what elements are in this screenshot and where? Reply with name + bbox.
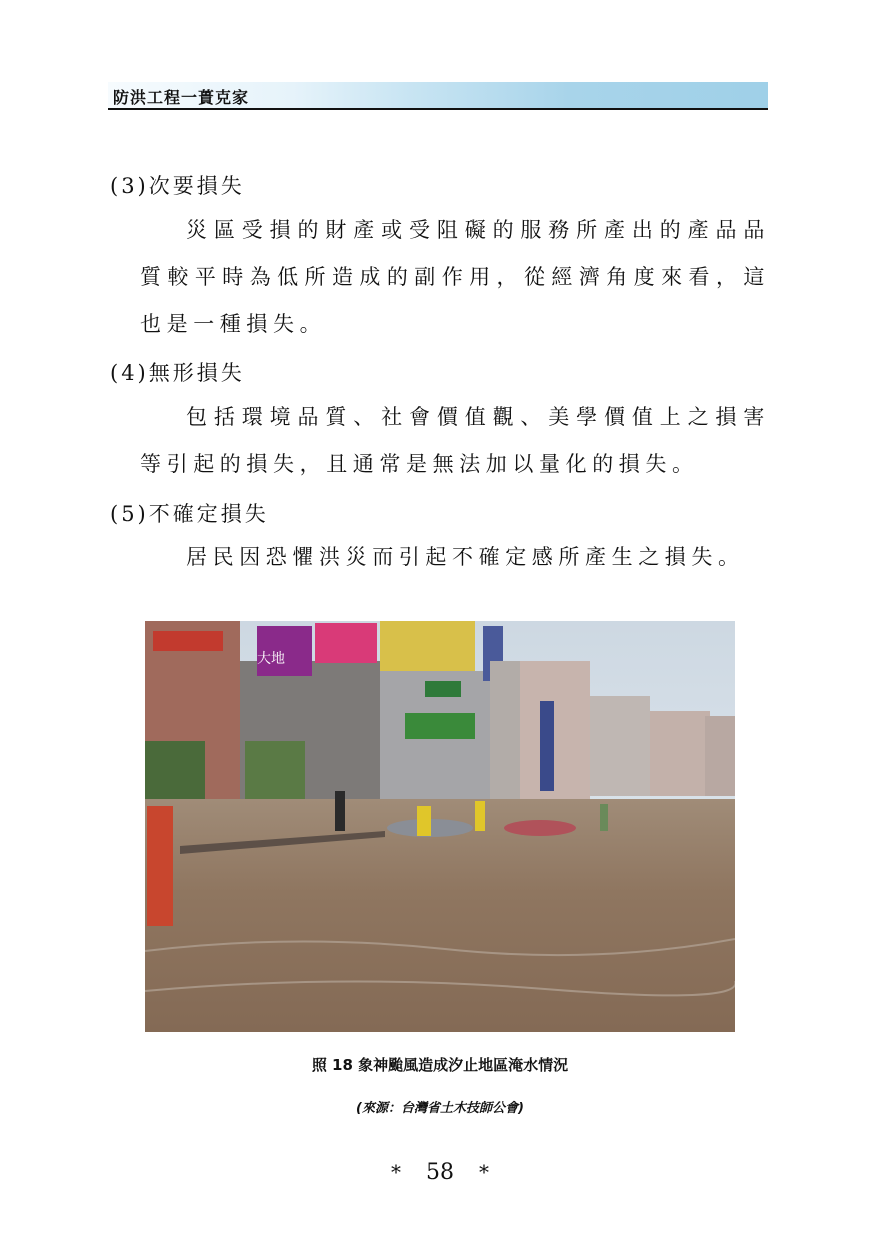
- section-heading-uncertainty-loss: (5)不確定損失: [110, 502, 269, 526]
- section-heading-intangible-loss: (4)無形損失: [110, 361, 245, 385]
- running-header-title: 防洪工程一蕢克家: [113, 88, 250, 107]
- flood-photo: [145, 621, 735, 1032]
- section-body-uncertainty-loss: 居民因恐懼洪災而引起不確定感所產生之損失。: [186, 545, 745, 569]
- page-footer: [0, 1160, 880, 1185]
- section-heading-secondary-loss: (3)次要損失: [110, 174, 245, 198]
- header-rule: [108, 108, 768, 110]
- footer-star-right: *: [479, 1160, 489, 1184]
- page-number: 58: [426, 1160, 454, 1185]
- figure-caption: 照 18 象神颱風造成汐止地區淹水情況: [311, 1056, 569, 1074]
- figure-source: (來源：台灣省土木技師公會): [356, 1101, 524, 1116]
- section-body-intangible-loss: 包括環境品質、社會價值觀、美學價值上之損害等引起的損失，且通常是無法加以量化的損失。: [140, 405, 770, 476]
- sign-text: 大地: [257, 651, 285, 667]
- section-body-secondary-loss: 災區受損的財產或受阻礙的服務所產出的產品品質較平時為低所造成的副作用，從經濟角度來看，這也是一種損失。: [140, 218, 770, 336]
- footer-star-left: *: [391, 1160, 401, 1184]
